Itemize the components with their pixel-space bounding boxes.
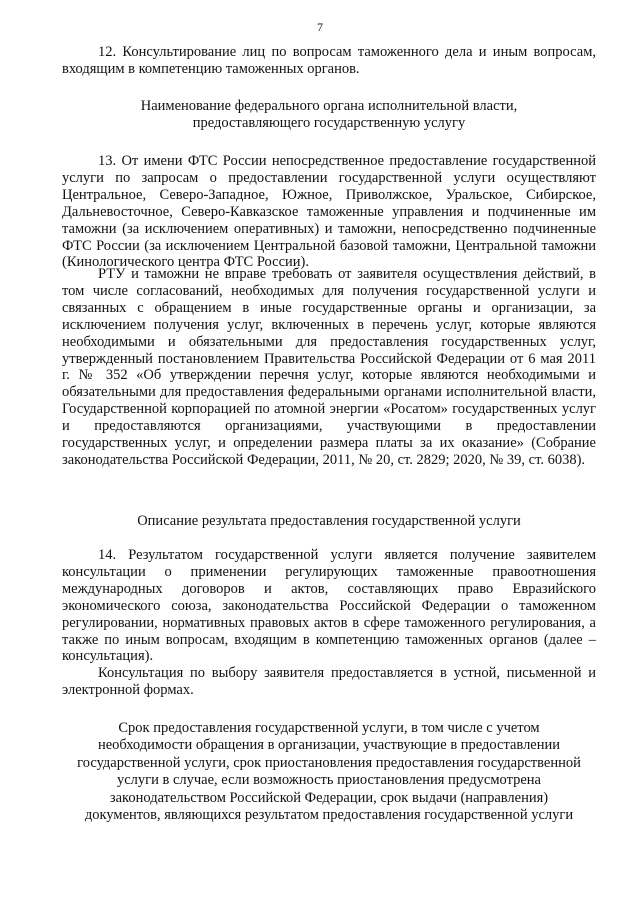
paragraph-14: 14. Результатом государственной услуги является получение заявителем консультации о применении регулирующих таможенные правоотношения международных договоров и актов, составляющих право Евразийского экономического союза, законодательства Российской Федерации о таможенном регулировании, нормативных правовых актов в сфере таможенного регулирования, а также по иным вопросам, входящим в компетенцию таможенных органов (далее – консультация). [62, 547, 596, 665]
paragraph-14-continued: Консультация по выбору заявителя предоставляется в устной, письменной и электронной формах. [62, 665, 596, 698]
page-number: 7 [317, 20, 323, 34]
heading-term-line-2: необходимости обращения в организации, участвующие в предоставлении [97, 737, 561, 754]
heading-term-line-3: государственной услуги, срок приостановления предоставления государственной [77, 754, 581, 771]
heading-term-line-5: законодательством Российской Федерации, срок выдачи (направления) [109, 789, 549, 806]
heading-term-line-6: документов, являющихся результатом предоставления государственной услуги [84, 807, 574, 824]
heading-term [62, 720, 596, 824]
heading-authority-line-2: предоставляющего государственную услугу [192, 115, 466, 132]
heading-result: Описание результата предоставления государственной услуги [137, 513, 521, 529]
heading-authority-line-1: Наименование федерального органа исполнительной власти, [140, 98, 518, 114]
paragraph-13: 13. От имени ФТС России непосредственное предоставление государственной услуги по запросам о предоставлении государственной услуги осуществляют Центральное, Северо-Западное, Южное, Приволжское, Уральское, Сибирское, Дальневосточное, Северо-Кавказское таможенные управления и подчиненные им таможни (за исключением оперативных) и таможни, непосредственно подчиненные ФТС России (за исключением Центральной базовой таможни, Центральной таможни (Кинологического центра ФТС России). [62, 153, 596, 271]
heading-term-line-4: услуги в случае, если возможность приостановления предусмотрена [116, 772, 541, 789]
heading-authority [62, 98, 596, 133]
heading-term-line-1: Срок предоставления государственной услуги, в том числе с учетом [118, 720, 540, 736]
paragraph-13-continued: РТУ и таможни не вправе требовать от заявителя осуществления действий, в том числе согласований, необходимых для получения государственной услуги и связанных с обращением в иные государственные органы и организации, за исключением получения услуг, включенных в перечень услуг, которые являются необходимыми и обязательными для предоставления государственных услуг, утвержденный постановлением Правительства Российской Федерации от 6 мая 2011 г. № 352 «Об утверждении перечня услуг, которые являются необходимыми и обязательными для предоставления федеральными органами исполнительной власти, Государственной корпорацией по атомной энергии «Росатом» государственных услуг и предоставляются организациями, участвующими в предоставлении государственных услуг, и определении размера платы за их оказание» (Собрание законодательства Российской Федерации, 2011, № 20, ст. 2829; 2020, № 39, ст. 6038). [62, 266, 596, 468]
paragraph-12: 12. Консультирование лиц по вопросам таможенного дела и иным вопросам, входящим в компетенцию таможенных органов. [62, 44, 596, 77]
